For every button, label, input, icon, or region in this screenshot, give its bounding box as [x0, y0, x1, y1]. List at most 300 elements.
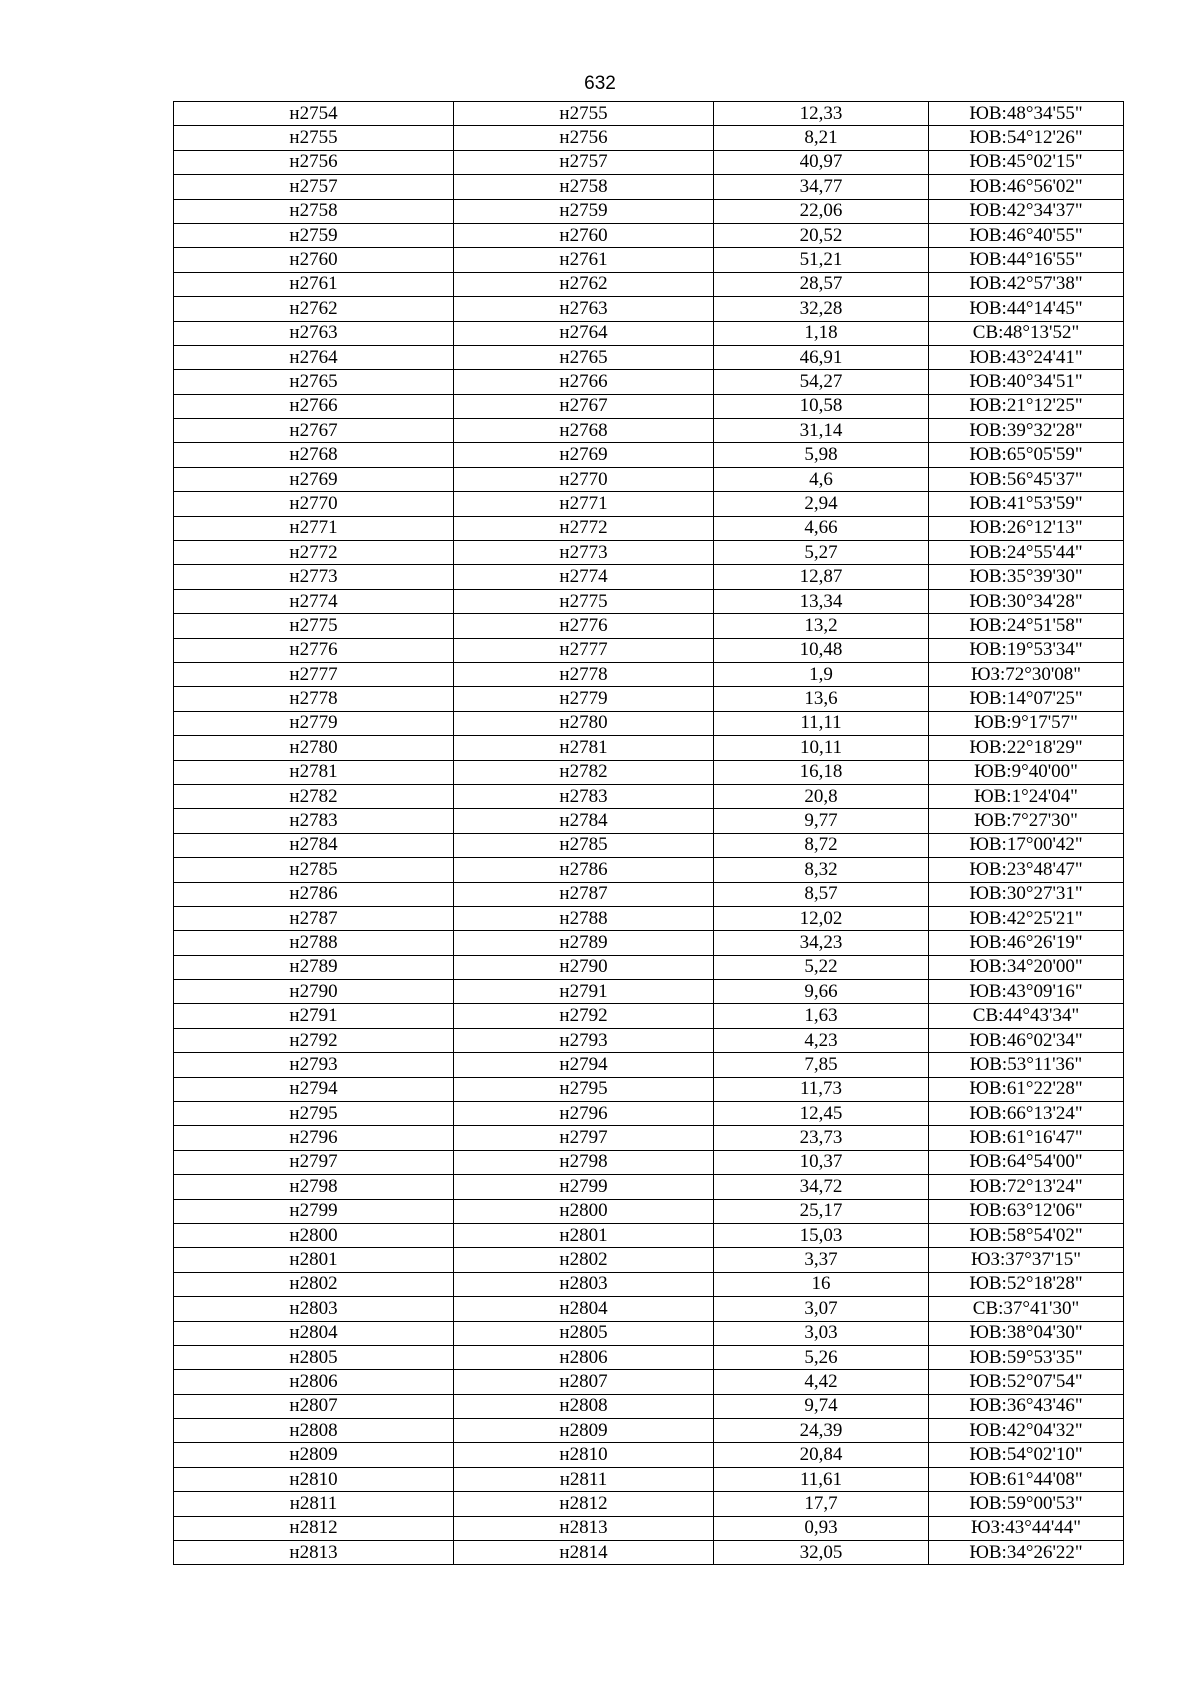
point-to-cell: н2768 — [454, 419, 714, 443]
point-from-cell: н2805 — [174, 1345, 454, 1369]
distance-cell: 8,32 — [714, 858, 929, 882]
point-from-cell: н2799 — [174, 1199, 454, 1223]
table-row — [174, 687, 1124, 711]
bearing-cell: ЮВ:61°44'08" — [929, 1467, 1124, 1491]
table-row — [174, 882, 1124, 906]
distance-cell: 11,73 — [714, 1077, 929, 1101]
point-to-cell: н2809 — [454, 1419, 714, 1443]
distance-cell: 54,27 — [714, 370, 929, 394]
point-to-cell: н2812 — [454, 1492, 714, 1516]
point-to-cell: н2770 — [454, 467, 714, 491]
table-row — [174, 1028, 1124, 1052]
point-from-cell: н2766 — [174, 394, 454, 418]
point-to-cell: н2762 — [454, 272, 714, 296]
point-to-cell: н2799 — [454, 1175, 714, 1199]
point-from-cell: н2783 — [174, 809, 454, 833]
point-to-cell: н2778 — [454, 662, 714, 686]
table-row — [174, 1223, 1124, 1247]
point-to-cell: н2767 — [454, 394, 714, 418]
point-to-cell: н2755 — [454, 102, 714, 126]
point-from-cell: н2792 — [174, 1028, 454, 1052]
point-to-cell: н2765 — [454, 345, 714, 369]
point-to-cell: н2766 — [454, 370, 714, 394]
distance-cell: 17,7 — [714, 1492, 929, 1516]
table-row — [174, 809, 1124, 833]
point-to-cell: н2794 — [454, 1053, 714, 1077]
point-from-cell: н2760 — [174, 248, 454, 272]
distance-cell: 10,48 — [714, 638, 929, 662]
table-row — [174, 736, 1124, 760]
table-row — [174, 1443, 1124, 1467]
point-from-cell: н2813 — [174, 1541, 454, 1565]
table-row — [174, 150, 1124, 174]
point-from-cell: н2779 — [174, 711, 454, 735]
table-row — [174, 906, 1124, 930]
distance-cell: 31,14 — [714, 419, 929, 443]
table-row — [174, 199, 1124, 223]
point-to-cell: н2807 — [454, 1370, 714, 1394]
bearing-cell: ЮВ:34°20'00" — [929, 955, 1124, 979]
table-row — [174, 1199, 1124, 1223]
point-to-cell: н2792 — [454, 1004, 714, 1028]
bearing-cell: ЮВ:24°51'58" — [929, 614, 1124, 638]
table-row — [174, 1102, 1124, 1126]
point-from-cell: н2763 — [174, 321, 454, 345]
distance-cell: 10,58 — [714, 394, 929, 418]
distance-cell: 4,6 — [714, 467, 929, 491]
point-from-cell: н2773 — [174, 565, 454, 589]
point-from-cell: н2803 — [174, 1297, 454, 1321]
distance-cell: 25,17 — [714, 1199, 929, 1223]
point-to-cell: н2780 — [454, 711, 714, 735]
point-to-cell: н2761 — [454, 248, 714, 272]
table-row — [174, 565, 1124, 589]
distance-cell: 7,85 — [714, 1053, 929, 1077]
point-from-cell: н2775 — [174, 614, 454, 638]
distance-cell: 8,21 — [714, 126, 929, 150]
point-to-cell: н2791 — [454, 980, 714, 1004]
bearing-cell: ЮВ:43°24'41" — [929, 345, 1124, 369]
point-from-cell: н2756 — [174, 150, 454, 174]
point-to-cell: н2760 — [454, 223, 714, 247]
point-to-cell: н2801 — [454, 1223, 714, 1247]
distance-cell: 5,26 — [714, 1345, 929, 1369]
distance-cell: 28,57 — [714, 272, 929, 296]
bearing-cell: ЮВ:30°27'31" — [929, 882, 1124, 906]
point-to-cell: н2800 — [454, 1199, 714, 1223]
table-row — [174, 980, 1124, 1004]
point-to-cell: н2786 — [454, 858, 714, 882]
bearing-cell: ЮВ:42°25'21" — [929, 906, 1124, 930]
distance-cell: 0,93 — [714, 1516, 929, 1540]
table-row — [174, 1419, 1124, 1443]
bearing-cell: ЮВ:26°12'13" — [929, 516, 1124, 540]
bearing-cell: ЮВ:59°00'53" — [929, 1492, 1124, 1516]
table-row — [174, 1297, 1124, 1321]
bearing-cell: ЮВ:53°11'36" — [929, 1053, 1124, 1077]
distance-cell: 8,57 — [714, 882, 929, 906]
bearing-cell: ЮВ:45°02'15" — [929, 150, 1124, 174]
bearing-cell: ЮВ:7°27'30" — [929, 809, 1124, 833]
distance-cell: 34,72 — [714, 1175, 929, 1199]
bearing-cell: ЮВ:40°34'51" — [929, 370, 1124, 394]
table-row — [174, 1175, 1124, 1199]
table-row — [174, 1150, 1124, 1174]
distance-cell: 10,37 — [714, 1150, 929, 1174]
point-to-cell: н2756 — [454, 126, 714, 150]
point-from-cell: н2800 — [174, 1223, 454, 1247]
bearing-cell: ЮВ:21°12'25" — [929, 394, 1124, 418]
point-from-cell: н2772 — [174, 541, 454, 565]
table-row — [174, 223, 1124, 247]
point-from-cell: н2781 — [174, 760, 454, 784]
bearing-cell: ЮВ:42°04'32" — [929, 1419, 1124, 1443]
point-from-cell: н2809 — [174, 1443, 454, 1467]
bearing-cell: ЮВ:35°39'30" — [929, 565, 1124, 589]
point-from-cell: н2794 — [174, 1077, 454, 1101]
table-row — [174, 1004, 1124, 1028]
table-row — [174, 272, 1124, 296]
table-row — [174, 1053, 1124, 1077]
distance-cell: 32,05 — [714, 1541, 929, 1565]
bearing-cell: ЮВ:42°57'38" — [929, 272, 1124, 296]
table-row — [174, 345, 1124, 369]
point-to-cell: н2789 — [454, 931, 714, 955]
point-to-cell: н2810 — [454, 1443, 714, 1467]
point-from-cell: н2785 — [174, 858, 454, 882]
point-to-cell: н2814 — [454, 1541, 714, 1565]
bearing-cell: СВ:37°41'30" — [929, 1297, 1124, 1321]
distance-cell: 51,21 — [714, 248, 929, 272]
point-from-cell: н2806 — [174, 1370, 454, 1394]
distance-cell: 12,33 — [714, 102, 929, 126]
distance-cell: 13,6 — [714, 687, 929, 711]
table-row — [174, 1077, 1124, 1101]
table-row — [174, 1126, 1124, 1150]
distance-cell: 3,07 — [714, 1297, 929, 1321]
point-from-cell: н2810 — [174, 1467, 454, 1491]
point-to-cell: н2779 — [454, 687, 714, 711]
bearing-cell: ЮВ:72°13'24" — [929, 1175, 1124, 1199]
point-to-cell: н2758 — [454, 175, 714, 199]
point-to-cell: н2804 — [454, 1297, 714, 1321]
point-to-cell: н2757 — [454, 150, 714, 174]
distance-cell: 5,27 — [714, 541, 929, 565]
point-from-cell: н2793 — [174, 1053, 454, 1077]
point-from-cell: н2768 — [174, 443, 454, 467]
distance-cell: 12,87 — [714, 565, 929, 589]
table-row — [174, 467, 1124, 491]
point-to-cell: н2798 — [454, 1150, 714, 1174]
bearing-cell: ЮВ:65°05'59" — [929, 443, 1124, 467]
bearing-cell: ЮВ:61°22'28" — [929, 1077, 1124, 1101]
point-from-cell: н2778 — [174, 687, 454, 711]
table-row — [174, 833, 1124, 857]
bearing-cell: ЮВ:1°24'04" — [929, 784, 1124, 808]
bearing-cell: ЮЗ:72°30'08" — [929, 662, 1124, 686]
table-row — [174, 419, 1124, 443]
point-from-cell: н2788 — [174, 931, 454, 955]
point-to-cell: н2784 — [454, 809, 714, 833]
point-from-cell: н2776 — [174, 638, 454, 662]
table-row — [174, 1272, 1124, 1296]
point-to-cell: н2808 — [454, 1394, 714, 1418]
point-to-cell: н2787 — [454, 882, 714, 906]
table-row — [174, 614, 1124, 638]
distance-cell: 13,2 — [714, 614, 929, 638]
distance-cell: 13,34 — [714, 589, 929, 613]
bearing-cell: ЮЗ:37°37'15" — [929, 1248, 1124, 1272]
point-from-cell: н2758 — [174, 199, 454, 223]
bearing-cell: ЮВ:63°12'06" — [929, 1199, 1124, 1223]
point-to-cell: н2771 — [454, 492, 714, 516]
distance-cell: 15,03 — [714, 1223, 929, 1247]
point-from-cell: н2762 — [174, 297, 454, 321]
distance-cell: 1,63 — [714, 1004, 929, 1028]
point-from-cell: н2771 — [174, 516, 454, 540]
bearing-cell: ЮВ:52°18'28" — [929, 1272, 1124, 1296]
point-to-cell: н2797 — [454, 1126, 714, 1150]
table-row — [174, 638, 1124, 662]
table-row — [174, 370, 1124, 394]
bearing-cell: ЮВ:14°07'25" — [929, 687, 1124, 711]
table-row — [174, 443, 1124, 467]
distance-cell: 4,23 — [714, 1028, 929, 1052]
page-number: 632 — [584, 73, 616, 94]
point-from-cell: н2761 — [174, 272, 454, 296]
bearing-cell: ЮВ:66°13'24" — [929, 1102, 1124, 1126]
point-to-cell: н2781 — [454, 736, 714, 760]
table-row — [174, 1516, 1124, 1540]
point-to-cell: н2813 — [454, 1516, 714, 1540]
distance-cell: 46,91 — [714, 345, 929, 369]
bearing-cell: ЮВ:17°00'42" — [929, 833, 1124, 857]
table-row — [174, 175, 1124, 199]
distance-cell: 1,18 — [714, 321, 929, 345]
distance-cell: 4,66 — [714, 516, 929, 540]
table-row — [174, 784, 1124, 808]
table-row — [174, 1321, 1124, 1345]
point-to-cell: н2773 — [454, 541, 714, 565]
table-row — [174, 492, 1124, 516]
point-to-cell: н2763 — [454, 297, 714, 321]
point-from-cell: н2786 — [174, 882, 454, 906]
bearing-cell: ЮВ:24°55'44" — [929, 541, 1124, 565]
point-to-cell: н2803 — [454, 1272, 714, 1296]
distance-cell: 22,06 — [714, 199, 929, 223]
bearing-cell: ЮВ:46°02'34" — [929, 1028, 1124, 1052]
bearing-cell: ЮВ:36°43'46" — [929, 1394, 1124, 1418]
bearing-cell: СВ:44°43'34" — [929, 1004, 1124, 1028]
bearing-cell: ЮВ:34°26'22" — [929, 1541, 1124, 1565]
point-from-cell: н2754 — [174, 102, 454, 126]
point-from-cell: н2759 — [174, 223, 454, 247]
point-from-cell: н2769 — [174, 467, 454, 491]
point-to-cell: н2788 — [454, 906, 714, 930]
distance-cell: 9,66 — [714, 980, 929, 1004]
point-from-cell: н2804 — [174, 1321, 454, 1345]
table-row — [174, 1492, 1124, 1516]
table-row — [174, 1541, 1124, 1565]
point-to-cell: н2782 — [454, 760, 714, 784]
distance-cell: 4,42 — [714, 1370, 929, 1394]
point-from-cell: н2767 — [174, 419, 454, 443]
distance-cell: 12,02 — [714, 906, 929, 930]
point-from-cell: н2765 — [174, 370, 454, 394]
table-row — [174, 297, 1124, 321]
bearing-cell: СВ:48°13'52" — [929, 321, 1124, 345]
distance-cell: 1,9 — [714, 662, 929, 686]
distance-cell: 24,39 — [714, 1419, 929, 1443]
point-from-cell: н2755 — [174, 126, 454, 150]
bearing-cell: ЮВ:54°02'10" — [929, 1443, 1124, 1467]
distance-cell: 34,77 — [714, 175, 929, 199]
table-row — [174, 662, 1124, 686]
bearing-cell: ЮВ:46°56'02" — [929, 175, 1124, 199]
bearing-cell: ЮВ:22°18'29" — [929, 736, 1124, 760]
distance-cell: 9,74 — [714, 1394, 929, 1418]
point-from-cell: н2770 — [174, 492, 454, 516]
table-row — [174, 760, 1124, 784]
point-to-cell: н2790 — [454, 955, 714, 979]
distance-cell: 5,98 — [714, 443, 929, 467]
point-to-cell: н2777 — [454, 638, 714, 662]
bearing-cell: ЮВ:46°26'19" — [929, 931, 1124, 955]
distance-cell: 40,97 — [714, 150, 929, 174]
distance-cell: 8,72 — [714, 833, 929, 857]
point-to-cell: н2802 — [454, 1248, 714, 1272]
bearing-cell: ЮВ:64°54'00" — [929, 1150, 1124, 1174]
point-from-cell: н2797 — [174, 1150, 454, 1174]
point-from-cell: н2790 — [174, 980, 454, 1004]
bearing-cell: ЮВ:42°34'37" — [929, 199, 1124, 223]
point-from-cell: н2777 — [174, 662, 454, 686]
bearing-cell: ЮВ:61°16'47" — [929, 1126, 1124, 1150]
distance-cell: 9,77 — [714, 809, 929, 833]
bearing-cell: ЮВ:9°40'00" — [929, 760, 1124, 784]
bearing-cell: ЮВ:58°54'02" — [929, 1223, 1124, 1247]
distance-cell: 16,18 — [714, 760, 929, 784]
distance-cell: 11,61 — [714, 1467, 929, 1491]
table-row — [174, 126, 1124, 150]
table-row — [174, 321, 1124, 345]
table-row — [174, 541, 1124, 565]
point-from-cell: н2796 — [174, 1126, 454, 1150]
point-from-cell: н2801 — [174, 1248, 454, 1272]
table-row — [174, 516, 1124, 540]
bearing-cell: ЮВ:59°53'35" — [929, 1345, 1124, 1369]
bearing-cell: ЮВ:38°04'30" — [929, 1321, 1124, 1345]
point-from-cell: н2795 — [174, 1102, 454, 1126]
distance-cell: 3,37 — [714, 1248, 929, 1272]
table-row — [174, 394, 1124, 418]
distance-cell: 12,45 — [714, 1102, 929, 1126]
point-from-cell: н2789 — [174, 955, 454, 979]
point-to-cell: н2793 — [454, 1028, 714, 1052]
bearing-cell: ЮВ:41°53'59" — [929, 492, 1124, 516]
distance-cell: 23,73 — [714, 1126, 929, 1150]
distance-cell: 5,22 — [714, 955, 929, 979]
table-row — [174, 1394, 1124, 1418]
point-from-cell: н2780 — [174, 736, 454, 760]
point-to-cell: н2783 — [454, 784, 714, 808]
point-from-cell: н2782 — [174, 784, 454, 808]
distance-cell: 32,28 — [714, 297, 929, 321]
table-row — [174, 858, 1124, 882]
distance-cell: 20,8 — [714, 784, 929, 808]
distance-cell: 34,23 — [714, 931, 929, 955]
bearing-cell: ЮВ:23°48'47" — [929, 858, 1124, 882]
point-to-cell: н2785 — [454, 833, 714, 857]
distance-cell: 20,52 — [714, 223, 929, 247]
point-from-cell: н2774 — [174, 589, 454, 613]
bearing-cell: ЮВ:19°53'34" — [929, 638, 1124, 662]
point-from-cell: н2764 — [174, 345, 454, 369]
table-row — [174, 955, 1124, 979]
distance-cell: 3,03 — [714, 1321, 929, 1345]
distance-cell: 10,11 — [714, 736, 929, 760]
point-to-cell: н2774 — [454, 565, 714, 589]
point-from-cell: н2757 — [174, 175, 454, 199]
distance-cell: 20,84 — [714, 1443, 929, 1467]
point-from-cell: н2784 — [174, 833, 454, 857]
bearing-cell: ЮВ:44°16'55" — [929, 248, 1124, 272]
bearing-cell: ЮВ:46°40'55" — [929, 223, 1124, 247]
point-from-cell: н2787 — [174, 906, 454, 930]
table-row — [174, 931, 1124, 955]
distance-cell: 11,11 — [714, 711, 929, 735]
table-body — [174, 102, 1124, 1565]
table-row — [174, 248, 1124, 272]
table-row — [174, 711, 1124, 735]
table-row — [174, 589, 1124, 613]
point-from-cell: н2808 — [174, 1419, 454, 1443]
bearing-cell: ЮВ:30°34'28" — [929, 589, 1124, 613]
boundary-table — [173, 101, 1124, 1565]
bearing-cell: ЮВ:54°12'26" — [929, 126, 1124, 150]
point-from-cell: н2811 — [174, 1492, 454, 1516]
bearing-cell: ЮЗ:43°44'44" — [929, 1516, 1124, 1540]
table-row — [174, 102, 1124, 126]
point-to-cell: н2806 — [454, 1345, 714, 1369]
point-to-cell: н2795 — [454, 1077, 714, 1101]
point-to-cell: н2811 — [454, 1467, 714, 1491]
point-to-cell: н2764 — [454, 321, 714, 345]
point-to-cell: н2775 — [454, 589, 714, 613]
table-row — [174, 1248, 1124, 1272]
bearing-cell: ЮВ:56°45'37" — [929, 467, 1124, 491]
point-to-cell: н2776 — [454, 614, 714, 638]
table-row — [174, 1345, 1124, 1369]
point-from-cell: н2812 — [174, 1516, 454, 1540]
bearing-cell: ЮВ:52°07'54" — [929, 1370, 1124, 1394]
bearing-cell: ЮВ:39°32'28" — [929, 419, 1124, 443]
table-row — [174, 1467, 1124, 1491]
table-row — [174, 1370, 1124, 1394]
point-to-cell: н2805 — [454, 1321, 714, 1345]
point-to-cell: н2769 — [454, 443, 714, 467]
point-to-cell: н2772 — [454, 516, 714, 540]
point-from-cell: н2798 — [174, 1175, 454, 1199]
bearing-cell: ЮВ:43°09'16" — [929, 980, 1124, 1004]
distance-cell: 2,94 — [714, 492, 929, 516]
bearing-cell: ЮВ:44°14'45" — [929, 297, 1124, 321]
distance-cell: 16 — [714, 1272, 929, 1296]
bearing-cell: ЮВ:48°34'55" — [929, 102, 1124, 126]
point-from-cell: н2802 — [174, 1272, 454, 1296]
point-from-cell: н2791 — [174, 1004, 454, 1028]
point-to-cell: н2796 — [454, 1102, 714, 1126]
